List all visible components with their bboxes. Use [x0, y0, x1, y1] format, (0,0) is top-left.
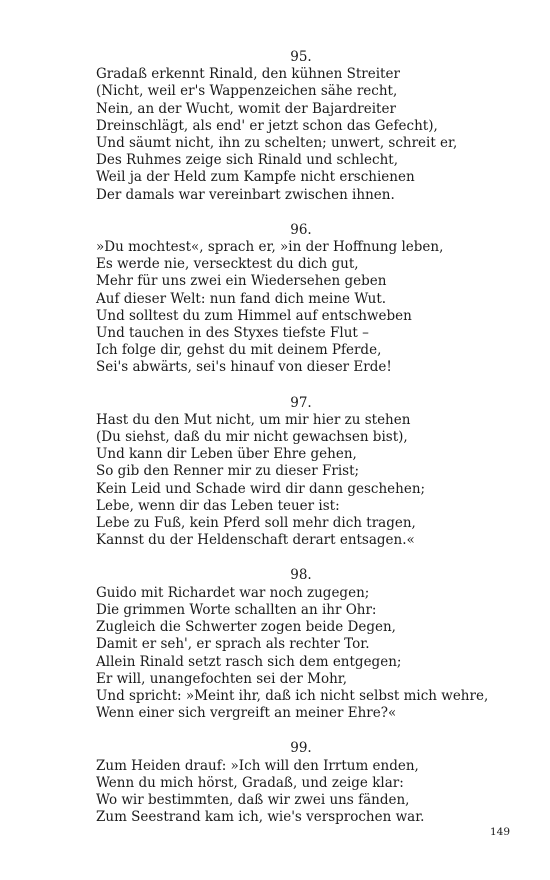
verse-line: Hast du den Mut nicht, um mir hier zu stehen — [96, 411, 411, 428]
verse-line: Gradaß erkennt Rinald, den kühnen Streiter — [96, 66, 400, 83]
verse-line: Nein, an der Wucht, womit der Bajardreiter — [96, 100, 396, 117]
page-number: 149 — [489, 826, 510, 838]
poem-text — [96, 49, 506, 844]
verse-line: Weil ja der Held zum Kampfe nicht erschienen — [96, 169, 415, 186]
verse-line: Ich folge dir, gehst du mit deinem Pferde, — [96, 342, 382, 359]
verse-line: Und tauchen in des Styxes tiefste Flut – — [96, 325, 369, 342]
verse-line: Auf dieser Welt: nun fand dich meine Wut. — [96, 290, 387, 307]
verse-line: Die grimmen Worte schallten an ihr Ohr: — [96, 601, 377, 618]
verse-line: Er will, unangefochten sei der Mohr, — [96, 670, 348, 687]
verse-line: Es werde nie, versecktest du dich gut, — [96, 256, 359, 273]
verse-line: Des Ruhmes zeige sich Rinald und schlecht, — [96, 152, 398, 169]
verse-line: Kein Leid und Schade wird dir dann geschehen; — [96, 480, 426, 497]
verse-line: Allein Rinald setzt rasch sich dem entgegen; — [96, 653, 402, 670]
stanza — [96, 395, 506, 550]
stanza — [96, 567, 506, 722]
verse-line: Damit er seh', er sprach als rechter Tor. — [96, 636, 370, 653]
stanza-number: 95. — [290, 49, 312, 65]
verse-line: Der damals war vereinbart zwischen ihnen. — [96, 186, 395, 203]
stanza — [96, 740, 506, 826]
verse-line: Lebe, wenn dir das Leben teuer ist: — [96, 497, 340, 514]
verse-line: Guido mit Richardet war noch zugegen; — [96, 584, 370, 601]
stanza — [96, 49, 506, 204]
verse-line: Und solltest du zum Himmel auf entschweben — [96, 307, 412, 324]
stanza-number: 96. — [290, 221, 312, 238]
verse-line: Zum Heiden drauf: »Ich will den Irrtum enden, — [96, 757, 419, 774]
verse-line: Mehr für uns zwei ein Wiedersehen geben — [96, 273, 387, 290]
stanza — [96, 222, 506, 377]
stanza-number: 98. — [290, 567, 312, 584]
verse-line: (Du siehst, daß du mir nicht gewachsen bist), — [96, 429, 408, 446]
verse-line: Und spricht: »Meint ihr, daß ich nicht selbst mich wehre, — [96, 687, 489, 704]
verse-line: Zugleich die Schwerter zogen beide Degen, — [96, 619, 396, 636]
verse-line: Und säumt nicht, ihn zu schelten; unwert, schreit er, — [96, 135, 458, 152]
verse-line: Lebe zu Fuß, kein Pferd soll mehr dich tragen, — [96, 515, 416, 532]
verse-line: Wenn du mich hörst, Gradaß, und zeige klar: — [96, 774, 404, 791]
stanza-number: 99. — [290, 740, 312, 757]
verse-line: So gib den Renner mir zu dieser Frist; — [96, 463, 360, 480]
verse-line: Sei's abwärts, sei's hinauf von dieser Erde! — [96, 359, 392, 376]
verse-line: Zum Seestrand kam ich, wie's versprochen war. — [96, 809, 425, 826]
verse-line: »Du mochtest«, sprach er, »in der Hoffnung leben, — [96, 239, 444, 256]
verse-line: Wo wir bestimmten, daß wir zwei uns fänden, — [96, 791, 410, 808]
verse-line: Dreinschlägt, als end' er jetzt schon das Gefecht), — [96, 117, 438, 134]
verse-line: Und kann dir Leben über Ehre gehen, — [96, 446, 357, 463]
verse-line: (Nicht, weil er's Wappenzeichen sähe recht, — [96, 83, 398, 100]
verse-line: Wenn einer sich vergreift an meiner Ehre?« — [96, 705, 397, 722]
stanza-number: 97. — [290, 394, 312, 411]
verse-line: Kannst du der Heldenschaft derart entsagen.« — [96, 532, 415, 549]
